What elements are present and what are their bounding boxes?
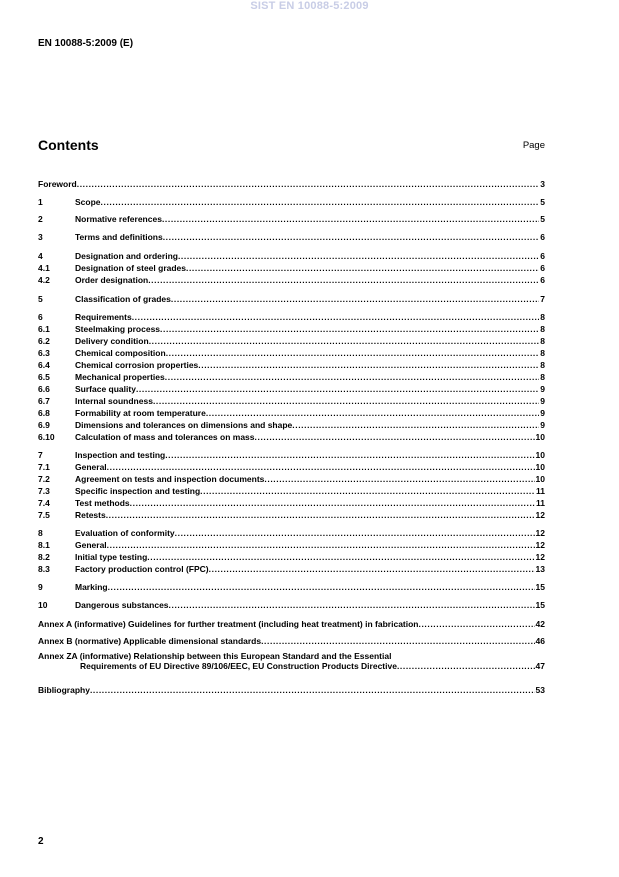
toc-entry-title: Evaluation of conformity [75, 528, 175, 538]
page-title: Contents [38, 137, 99, 153]
toc-entry-page: 9 [540, 384, 545, 394]
toc-entry-page: 10 [535, 450, 545, 460]
toc-entry[interactable] [38, 448, 545, 460]
dot-leader [77, 179, 540, 189]
toc-entry-page: 9 [540, 408, 545, 418]
toc-entry-page: 12 [535, 528, 545, 538]
toc-entry-title: Terms and definitions [75, 232, 163, 242]
toc-entry-title: Requirements [75, 312, 132, 322]
toc-entry-page: 6 [540, 275, 545, 285]
toc-entry[interactable] [38, 230, 545, 242]
page-column-label: Page [522, 140, 545, 151]
toc-entry-number: 7.2 [38, 474, 50, 484]
toc-entry-title: Surface quality [75, 384, 136, 394]
toc-entry-number: 6.7 [38, 396, 50, 406]
toc-entry-page: 6 [540, 263, 545, 273]
toc-entry-title: Internal soundness [75, 396, 153, 406]
dot-leader [169, 600, 535, 610]
toc-entry-number: 8 [38, 528, 43, 538]
toc-entry-annex-za[interactable] [38, 651, 545, 671]
toc-entry-number: 6.3 [38, 348, 50, 358]
dot-leader [147, 552, 534, 562]
toc-entry-number: 4.1 [38, 263, 50, 273]
toc-entry-title: Delivery condition [75, 336, 149, 346]
dot-leader [178, 251, 539, 261]
toc-entry[interactable] [38, 370, 545, 382]
toc-entry[interactable] [38, 496, 545, 508]
toc-entry-page: 11 [536, 498, 545, 508]
toc-entry-page: 6 [540, 251, 545, 261]
toc-entry-title: Foreword [38, 179, 77, 189]
toc-entry[interactable] [38, 406, 545, 418]
toc-entry-title: General [75, 462, 107, 472]
dot-leader [163, 232, 540, 242]
toc-entry-number: 6.10 [38, 432, 55, 442]
dot-leader [261, 636, 534, 646]
toc-entry-title: Mechanical properties [75, 372, 165, 382]
toc-entry-number: 6.9 [38, 420, 50, 430]
toc-entry-page: 42 [535, 619, 545, 629]
toc-entry-title: Inspection and testing [75, 450, 166, 460]
toc-entry-title-continued: Requirements of EU Directive 89/106/EEC, EU Construction Products Directive [80, 661, 397, 671]
dot-leader [130, 498, 535, 508]
dot-leader [132, 312, 540, 322]
toc-entry-number: 7.3 [38, 486, 50, 496]
toc-entry-page: 9 [540, 396, 545, 406]
toc-entry-title: Designation of steel grades [75, 263, 186, 273]
toc-entry-page: 10 [535, 474, 545, 484]
toc-entry[interactable] [38, 249, 545, 261]
toc-entry-title: Designation and ordering [75, 251, 178, 261]
toc-entry-page: 5 [540, 197, 545, 207]
toc-entry-number: 4 [38, 251, 43, 261]
dot-leader [90, 685, 535, 695]
toc-entry-page: 46 [535, 636, 545, 646]
toc-entry[interactable] [38, 508, 545, 520]
toc-entry-title: Steelmaking process [75, 324, 161, 334]
dot-leader [198, 360, 539, 370]
toc-entry-title: Formability at room temperature [75, 408, 206, 418]
toc-entry-page: 8 [540, 312, 545, 322]
toc-entry-title: Dimensions and tolerances on dimensions and shape [75, 420, 293, 430]
toc-entry-page: 11 [536, 486, 545, 496]
dot-leader [153, 396, 539, 406]
toc-entry-title: Test methods [75, 498, 130, 508]
toc-entry-page: 7 [540, 294, 545, 304]
toc-entry-number: 8.3 [38, 564, 50, 574]
toc-entry-number: 2 [38, 214, 43, 224]
toc-entry[interactable] [38, 310, 545, 322]
toc-entry-title: General [75, 540, 107, 550]
toc-entry-number: 7.5 [38, 510, 50, 520]
dot-leader [186, 263, 539, 273]
toc-entry-number: 5 [38, 294, 43, 304]
toc-entry-title: Calculation of mass and tolerances on mass [75, 432, 255, 442]
toc-entry-title: Agreement on tests and inspection documents [75, 474, 265, 484]
dot-leader [165, 450, 534, 460]
toc-entry-title: Specific inspection and testing [75, 486, 201, 496]
dot-leader [419, 619, 535, 629]
dot-leader [149, 336, 540, 346]
watermark: SIST EN 10088-5:2009 [250, 0, 369, 12]
toc-entry-page: 12 [535, 540, 545, 550]
toc-entry-page: 9 [540, 420, 545, 430]
toc-entry[interactable] [38, 322, 545, 334]
toc-entry-number: 6.1 [38, 324, 50, 334]
dot-leader [107, 462, 535, 472]
toc-entry-page: 8 [540, 372, 545, 382]
dot-leader [200, 486, 535, 496]
toc-entry[interactable] [38, 292, 545, 304]
toc-entry[interactable] [38, 526, 545, 538]
dot-leader [101, 197, 540, 207]
toc-entry-title: Dangerous substances [75, 600, 169, 610]
toc-entry[interactable] [38, 484, 545, 496]
toc-entry-page: 15 [535, 600, 545, 610]
toc-entry[interactable] [38, 261, 545, 273]
dot-leader [171, 294, 539, 304]
toc-entry[interactable] [38, 212, 545, 224]
toc-entry[interactable] [38, 617, 545, 629]
toc-entry-page: 12 [535, 510, 545, 520]
toc-entry-title: Bibliography [38, 685, 90, 695]
toc-entry[interactable] [38, 430, 545, 442]
toc-entry-title: Chemical corrosion properties [75, 360, 199, 370]
toc-entry-title: Retests [75, 510, 106, 520]
toc-entry[interactable] [38, 418, 545, 430]
dot-leader [136, 384, 539, 394]
toc-entry-title: Marking [75, 582, 108, 592]
toc-entry[interactable] [38, 683, 545, 695]
dot-leader [264, 474, 534, 484]
toc-entry-title: Normative references [75, 214, 162, 224]
toc-entry-number: 10 [38, 600, 48, 610]
toc-entry-page: 3 [540, 179, 545, 189]
toc-entry-page: 13 [535, 564, 545, 574]
toc-entry-title: Annex ZA (informative) Relationship between this European Standard and the Essential [38, 651, 392, 661]
toc-entry-page: 12 [535, 552, 545, 562]
dot-leader [255, 432, 535, 442]
toc-entry-page: 8 [540, 360, 545, 370]
toc-entry-number: 6 [38, 312, 43, 322]
toc-entry[interactable] [38, 382, 545, 394]
toc-entry-page: 53 [535, 685, 545, 695]
dot-leader [148, 275, 539, 285]
toc-entry-number: 8.1 [38, 540, 50, 550]
toc-entry-title: Annex A (informative) Guidelines for further treatment (including heat treatment) in fabrication [38, 619, 419, 629]
toc-entry[interactable] [38, 273, 545, 285]
toc-entry-number: 8.2 [38, 552, 50, 562]
toc-entry-number: 6.2 [38, 336, 50, 346]
toc-entry-page: 6 [540, 232, 545, 242]
toc-entry-title: Annex B (normative) Applicable dimensional standards [38, 636, 262, 646]
dot-leader [292, 420, 539, 430]
toc-entry-number: 7 [38, 450, 43, 460]
toc-entry-title: Chemical composition [75, 348, 166, 358]
toc-entry[interactable] [38, 358, 545, 370]
toc-entry-number: 1 [38, 197, 43, 207]
page-number: 2 [38, 836, 44, 847]
toc-entry-title: Factory production control (FPC) [75, 564, 209, 574]
toc-entry-number: 7.1 [38, 462, 50, 472]
dot-leader [160, 324, 539, 334]
dot-leader [166, 348, 540, 358]
toc-entry-number: 7.4 [38, 498, 50, 508]
dot-leader [209, 564, 535, 574]
toc-entry[interactable] [38, 580, 545, 592]
toc-entry-number: 6.8 [38, 408, 50, 418]
dot-leader [397, 661, 536, 671]
toc-entry[interactable] [38, 460, 545, 472]
dot-leader [107, 540, 535, 550]
toc-entry-number: 6.4 [38, 360, 50, 370]
toc-entry[interactable] [38, 177, 545, 189]
dot-leader [206, 408, 539, 418]
toc-entry-page: 15 [535, 582, 545, 592]
dot-leader [175, 528, 535, 538]
dot-leader [108, 582, 535, 592]
toc-entry-page: 8 [540, 336, 545, 346]
toc-entry-title: Order designation [75, 275, 149, 285]
toc-entry[interactable] [38, 472, 545, 484]
toc-entry-title: Scope [75, 197, 101, 207]
toc-entry-title: Initial type testing [75, 552, 148, 562]
toc-entry-number: 6.6 [38, 384, 50, 394]
toc-entry[interactable] [38, 598, 545, 610]
toc-entry[interactable] [38, 550, 545, 562]
toc-entry-page: 8 [540, 348, 545, 358]
dot-leader [165, 372, 540, 382]
toc-entry-page: 47 [535, 661, 545, 671]
toc-entry-page: 8 [540, 324, 545, 334]
toc-entry[interactable] [38, 634, 545, 646]
dot-leader [162, 214, 539, 224]
toc-entry-number: 6.5 [38, 372, 50, 382]
dot-leader [106, 510, 535, 520]
toc-entry[interactable] [38, 334, 545, 346]
toc-entry-title: Classification of grades [75, 294, 171, 304]
toc-entry-number: 4.2 [38, 275, 50, 285]
toc-entry[interactable] [38, 394, 545, 406]
toc-entry-number: 3 [38, 232, 43, 242]
toc-entry[interactable] [38, 346, 545, 358]
toc-entry-number: 9 [38, 582, 43, 592]
toc-entry[interactable] [38, 538, 545, 550]
document-id: EN 10088-5:2009 (E) [38, 38, 134, 49]
toc-entry-page: 10 [535, 432, 545, 442]
toc-entry[interactable] [38, 562, 545, 574]
toc-entry-page: 5 [540, 214, 545, 224]
toc-entry-page: 10 [535, 462, 545, 472]
toc-entry[interactable] [38, 195, 545, 207]
